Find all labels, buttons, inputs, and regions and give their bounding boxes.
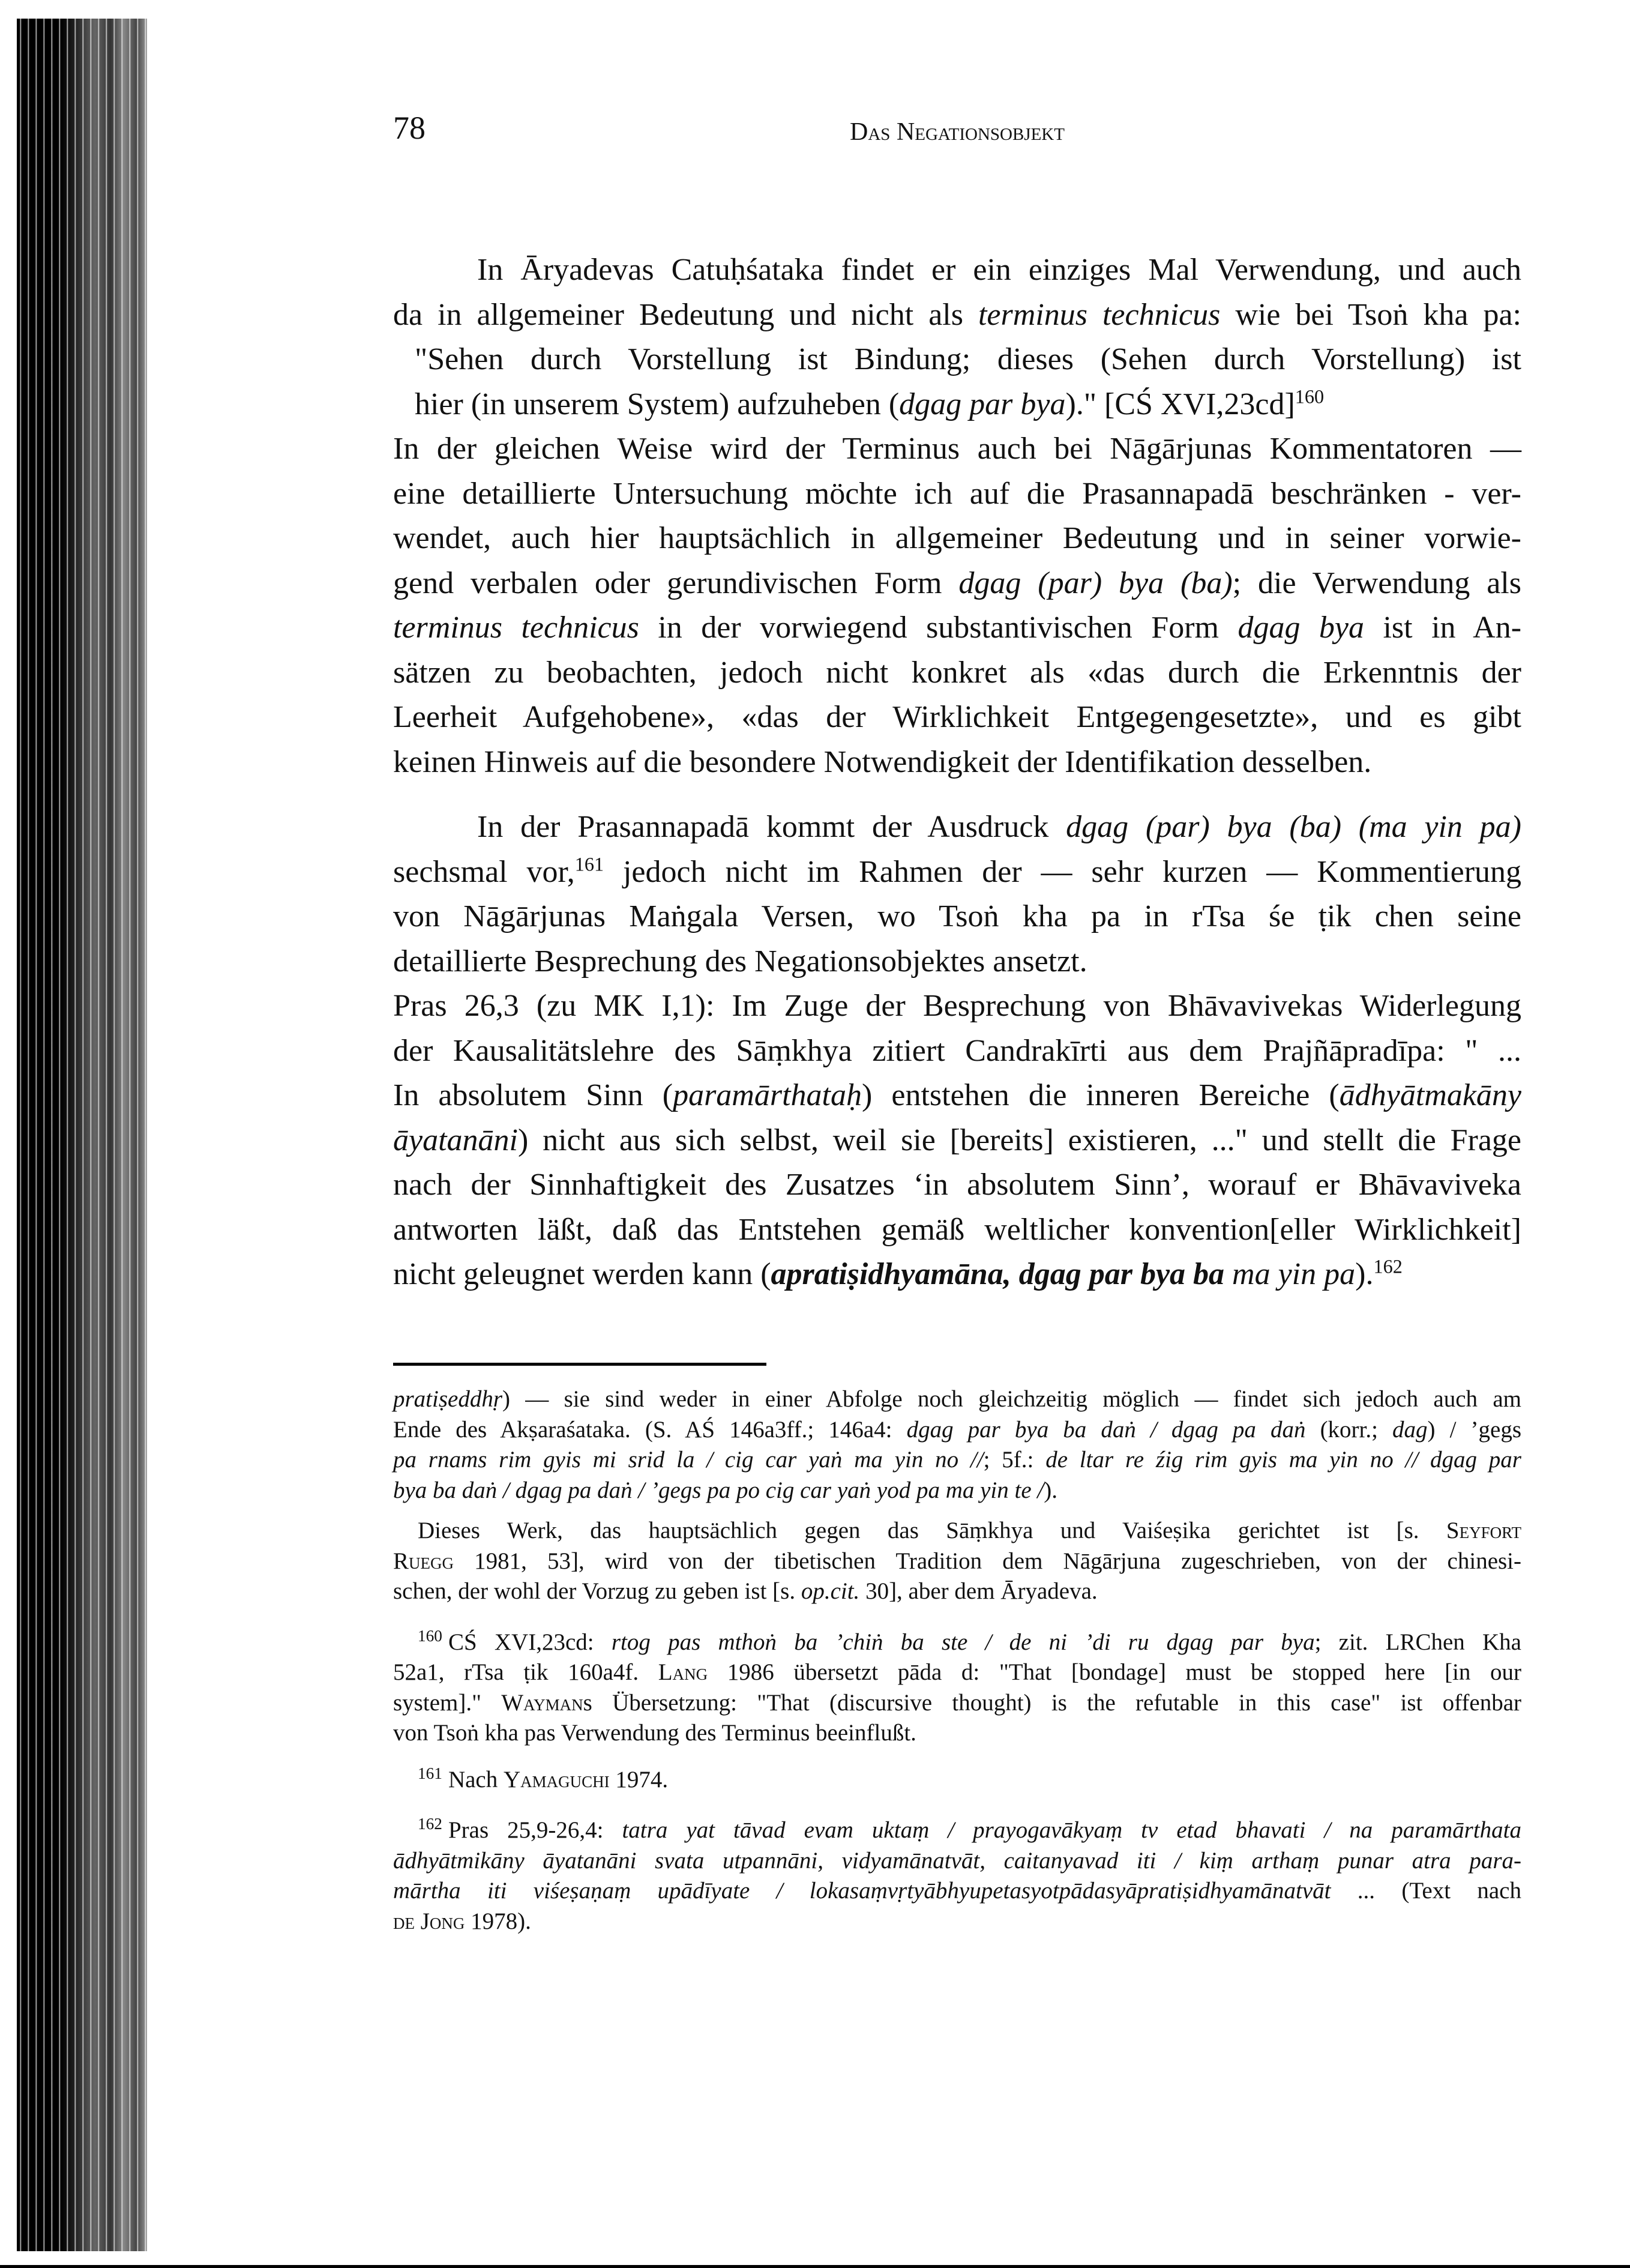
- footnote: [393, 1516, 1521, 1607]
- footnotes: [393, 1384, 1521, 1937]
- text-run: sätzen zu beobachten, jedoch nicht konkret als «das durch die Erkenntnis der: [393, 655, 1521, 690]
- text-line: [393, 293, 1521, 338]
- paragraph: [393, 805, 1521, 984]
- text-run: sechsmal vor,: [393, 854, 575, 889]
- italic-text: dgag par bya ba daṅ / dgag pa daṅ: [906, 1416, 1306, 1443]
- footnote-marker: 160: [418, 1626, 442, 1645]
- text-line: [393, 1907, 1521, 1937]
- text-run: ; die Verwendung als: [1232, 565, 1521, 600]
- small-caps-name: Seyfort: [1446, 1518, 1521, 1543]
- text-run: 1978).: [465, 1908, 531, 1934]
- paragraph: [393, 984, 1521, 1297]
- italic-text: rtog pas mthoṅ ba ’chiṅ ba ste / de ni ’di ru dgag par bya: [611, 1629, 1315, 1655]
- paragraph: [393, 337, 1521, 427]
- text-line: [393, 427, 1521, 472]
- scan-bottom-edge: [0, 2265, 1630, 2268]
- text-run: Pras 26,3 (zu MK I,1): Im Zuge der Besprechung von Bhāvavivekas Widerlegung: [393, 989, 1521, 1023]
- footnote-separator: [393, 1363, 766, 1366]
- text-line: [393, 1688, 1521, 1719]
- text-run: Leerheit Aufgehobene», «das der Wirklichkeit Entgegengesetzte», und es gibt: [393, 700, 1521, 734]
- small-caps-name: Lang: [658, 1659, 708, 1685]
- text-line: [393, 1718, 1521, 1749]
- text-run: wendet, auch hier hauptsächlich in allgemeiner Bedeutung und in seiner vorwie-: [393, 521, 1521, 555]
- text-run: )." [CŚ XVI,23cd]: [1065, 387, 1295, 421]
- italic-text: pratiṣeddhṛ: [393, 1386, 503, 1412]
- text-run: 52a1, rTsa ṭik 160a4f.: [393, 1659, 658, 1685]
- text-line: [393, 1846, 1521, 1877]
- text-line: [393, 740, 1521, 785]
- text-run: ; zit. LRChen Kha: [1314, 1629, 1521, 1655]
- italic-text: apratiṣidhyamāna, dgag par bya ba: [771, 1257, 1225, 1291]
- text-run: 1974.: [609, 1766, 669, 1793]
- text-run: nicht geleugnet werden kann (: [393, 1257, 771, 1291]
- text-run: da in allgemeiner Bedeutung und nicht als: [393, 297, 978, 332]
- text-line: [393, 805, 1521, 850]
- text-run: ; 5f.:: [983, 1447, 1046, 1473]
- text-line: [393, 1627, 1521, 1658]
- small-caps-name: Yamaguchi: [504, 1766, 610, 1793]
- text-line: [393, 1118, 1521, 1163]
- text-line: [393, 1765, 1521, 1796]
- footnote-marker: 160: [1295, 385, 1325, 408]
- text-run: keinen Hinweis auf die besondere Notwendigkeit der Identifikation desselben.: [393, 744, 1372, 779]
- page-number: 78: [393, 110, 426, 146]
- text-line: [393, 1476, 1521, 1506]
- text-line: [393, 1252, 1521, 1297]
- text-run: ) — sie sind weder in einer Abfolge noch gleichzeitig möglich — findet sich jedoch auch am: [502, 1386, 1521, 1412]
- italic-text: tatra yat tāvad evam uktaṃ / prayogavākyaṃ tv etad bhavati / na paramārthata: [622, 1817, 1521, 1843]
- text-run: s Übersetzung: "That (discursive thought) is the refutable in this case" ist offenbar: [583, 1689, 1521, 1716]
- text-run: ) / ’gegs: [1427, 1416, 1521, 1443]
- text-line: [393, 248, 1521, 293]
- text-run: 1981, 53], wird von der tibetischen Tradition dem Nāgārjuna zugeschrieben, von der chinesi-: [454, 1548, 1521, 1574]
- text-run: ... (Text nach: [1331, 1878, 1521, 1904]
- text-run: antworten läßt, daß das Entstehen gemäß weltlicher konvention[eller Wirklichkeit]: [393, 1212, 1521, 1247]
- text-run: 1986 übersetzt pāda d: "That [bondage] must be stopped here [in our: [708, 1659, 1521, 1685]
- text-line: [393, 1815, 1521, 1846]
- text-run: schen, der wohl der Vorzug zu geben ist [s.: [393, 1578, 801, 1604]
- text-line: [393, 894, 1521, 939]
- paragraph: [393, 427, 1521, 785]
- text-line: [393, 984, 1521, 1029]
- text-line: [393, 1415, 1521, 1446]
- text-line: [393, 1445, 1521, 1476]
- text-line: [393, 939, 1521, 985]
- text-run: gend verbalen oder gerundivischen Form: [393, 565, 959, 600]
- text-line: [393, 337, 1521, 382]
- italic-text: dgag (par) bya (ba): [958, 565, 1233, 600]
- small-caps-name: Ruegg: [393, 1548, 454, 1574]
- text-run: Nach: [448, 1766, 504, 1793]
- text-line: [393, 1576, 1521, 1607]
- running-head: Das Negationsobjekt: [850, 118, 1065, 146]
- italic-text: pa rnams rim gyis mi srid la / cig car yaṅ ma yin no //: [393, 1447, 984, 1473]
- italic-text: āyatanāni: [393, 1123, 518, 1157]
- text-run: ).: [1044, 1477, 1057, 1503]
- italic-text: ādhyātmakāny: [1339, 1078, 1521, 1112]
- text-run: wie bei Tsoṅ kha pa:: [1220, 297, 1521, 332]
- text-run: Dieses Werk, das hauptsächlich gegen das Sāṃkhya und Vaiśeṣika gerichtet ist [s.: [418, 1518, 1446, 1543]
- text-line: [393, 1208, 1521, 1253]
- footnote: [393, 1627, 1521, 1749]
- body-text: [393, 248, 1521, 1297]
- text-run: von Tsoṅ kha pas Verwendung des Terminus beeinflußt.: [393, 1720, 916, 1746]
- text-line: [393, 472, 1521, 517]
- text-line: [393, 1029, 1521, 1074]
- text-run: In absolutem Sinn (: [393, 1078, 673, 1112]
- text-line: [393, 1516, 1521, 1546]
- text-run: von Nāgārjunas Maṅgala Versen, wo Tsoṅ kha pa in rTsa śe ṭik chen seine: [393, 899, 1521, 933]
- text-line: [393, 651, 1521, 696]
- text-run: In der Prasannapadā kommt der Ausdruck: [477, 810, 1066, 844]
- text-run: Pras 25,9-26,4:: [448, 1817, 622, 1843]
- small-caps-name: de Jong: [393, 1908, 465, 1934]
- text-line: [393, 1546, 1521, 1577]
- italic-text: dgag (par) bya (ba) (ma yin pa): [1066, 810, 1521, 844]
- text-run: nach der Sinnhaftigkeit des Zusatzes ‘in absolutem Sinn’, worauf er Bhāvaviveka: [393, 1168, 1521, 1202]
- italic-text: mārtha iti viśeṣaṇaṃ upādīyate / lokasaṃvṛtyābhyupetasyotpādasyāpratiṣidhyamānatvāt: [393, 1878, 1331, 1904]
- text-line: [393, 1876, 1521, 1907]
- text-run: (korr.;: [1305, 1416, 1393, 1443]
- text-run: ) entstehen die inneren Bereiche (: [861, 1078, 1340, 1112]
- text-run: hier (in unserem System) aufzuheben (: [415, 387, 900, 421]
- footnote: [393, 1384, 1521, 1506]
- italic-text: ādhyātmikāny āyatanāni svata utpannāni, vidyamānatvāt, caitanyavad iti / kiṃ arthaṃ punar atra para-: [393, 1847, 1521, 1874]
- text-run: CŚ XVI,23cd:: [448, 1629, 612, 1655]
- italic-text: paramārthataḥ: [673, 1078, 862, 1112]
- italic-text: terminus technicus: [393, 611, 639, 645]
- italic-text: de ltar re źig rim gyis ma yin no // dgag par: [1045, 1447, 1521, 1473]
- footnote-marker: 161: [418, 1764, 442, 1782]
- text-line: [393, 516, 1521, 561]
- italic-text: bya ba daṅ / dgag pa daṅ / ’gegs pa po cig car yaṅ yod pa ma yin te /: [393, 1477, 1044, 1503]
- text-line: [393, 1073, 1521, 1118]
- text-line: [393, 1384, 1521, 1415]
- text-run: ).: [1355, 1257, 1374, 1291]
- text-run: Ende des Akṣaraśataka. (S. AŚ 146a3ff.; 146a4:: [393, 1416, 907, 1443]
- footnote-marker: 161: [574, 853, 604, 875]
- italic-text: terminus technicus: [978, 297, 1221, 332]
- small-caps-name: Wayman: [501, 1689, 583, 1716]
- footnote-marker: 162: [1373, 1255, 1403, 1277]
- text-run: eine detaillierte Untersuchung möchte ich auf die Prasannapadā beschränken - ver-: [393, 476, 1521, 511]
- text-run: system].": [393, 1689, 502, 1716]
- text-line: [393, 850, 1521, 895]
- text-run: 30], aber dem Āryadeva.: [859, 1578, 1098, 1604]
- text-run: In der gleichen Weise wird der Terminus auch bei Nāgārjunas Kommentatoren —: [393, 432, 1521, 466]
- text-run: ist in An-: [1364, 611, 1522, 645]
- footnote-marker: 162: [418, 1815, 442, 1833]
- text-line: [393, 382, 1521, 427]
- text-line: [393, 606, 1521, 651]
- italic-text: dgag par bya: [899, 387, 1066, 421]
- text-line: [393, 561, 1521, 606]
- text-run: in der vorwiegend substantivischen Form: [639, 611, 1238, 645]
- italic-text: dag: [1392, 1416, 1428, 1443]
- italic-text: ma yin pa: [1224, 1257, 1356, 1291]
- footnote: [393, 1815, 1521, 1937]
- text-run: jedoch nicht im Rahmen der — sehr kurzen — Kommentierung: [604, 854, 1522, 889]
- paragraph: [393, 248, 1521, 337]
- text-run: "Sehen durch Vorstellung ist Bindung; dieses (Sehen durch Vorstellung) ist: [415, 342, 1521, 376]
- italic-text: op.cit.: [801, 1578, 860, 1604]
- text-run: ) nicht aus sich selbst, weil sie [bereits] existieren, ..." und stellt die Frage: [517, 1123, 1521, 1157]
- footnote: [393, 1765, 1521, 1796]
- text-run: detaillierte Besprechung des Negationsobjektes ansetzt.: [393, 944, 1087, 979]
- text-run: In Āryadevas Catuḥśataka findet er ein einziges Mal Verwendung, und auch: [477, 253, 1521, 287]
- italic-text: dgag bya: [1238, 611, 1365, 645]
- text-line: [393, 695, 1521, 740]
- scan-binding-edge: [17, 19, 147, 2251]
- text-line: [393, 1657, 1521, 1688]
- text-line: [393, 1163, 1521, 1208]
- text-run: der Kausalitätslehre des Sāṃkhya zitiert Candrakīrti aus dem Prajñāpradīpa: " ...: [393, 1033, 1521, 1068]
